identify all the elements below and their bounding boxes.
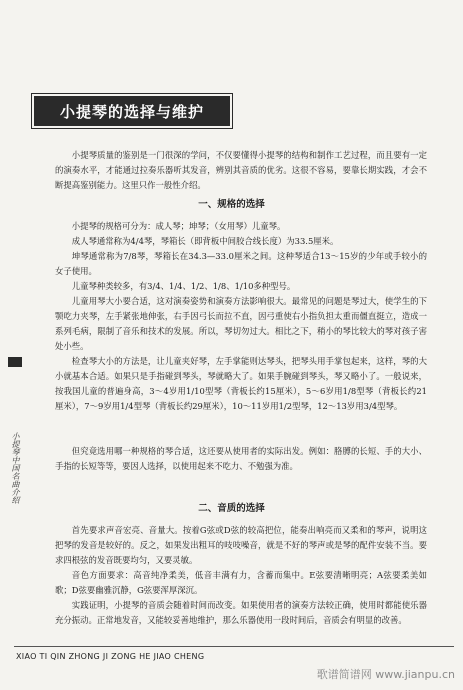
section-heading-size: 一、规格的选择	[198, 199, 265, 210]
paragraph: 检查琴大小的方法是，让儿童夹好琴，左手掌能则达琴头，把琴头用手掌包起来，这样，琴的大小就基本合适。如果只是手指碰到琴头，琴就略大了。如果手腕碰到琴头，琴又略小了。一般说来，按我国儿童的普遍身高，3～4岁用1/10型琴（背板长约15厘米），5～6岁用1/8型琴（背板长约21厘米），7～9岁用1/4型琴（背板长约29厘米），10～11岁用1/2型琴，12～13岁用3/4型琴。	[55, 356, 427, 411]
paragraph: 小提琴的规格可分为：成人琴；坤琴；（女用琴）儿童琴。	[71, 221, 286, 231]
paragraph: 坤琴通常称为7/8琴，琴箱长在34.3—33.0厘米之间。这种琴适合13～15岁的少年或手较小的女子使用。	[55, 251, 427, 276]
paragraph: 音色方面要求：高音纯净柔美，低音丰满有力，含蓄而集中。E弦要清晰明亮；A弦要柔美如歌；D弦要幽雅沉静，G弦要浑厚深沉。	[55, 570, 427, 595]
paragraph: 但究竟选用哪一种规格的琴合适，这还要从使用者的实际出发。例如：胳膊的长短、手的大小、手指的长短等等，要因人选择，以使用起来不吃力、不勉强为准。	[55, 446, 427, 471]
paragraph: 成人琴通常称为4/4琴，琴箱长（即背板中间胶合线长度）为33.5厘米。	[71, 236, 339, 246]
paragraph: 首先要求声音宏亮、音量大。按着G弦或D弦的较高把位，能奏出响亮而又柔和的琴声，说明这把琴的发音是较好的。反之，如果发出粗耳的吱吱噪音，就是不好的琴声或是琴的配件安装不当。要求四根弦的发音既要均匀，又要灵敏。	[55, 525, 427, 565]
side-running-title: 小提琴中国名曲介绍	[11, 432, 20, 504]
intro-paragraph: 小提琴质量的鉴别是一门很深的学问，不仅要懂得小提琴的结构和制作工艺过程，而且要有一定的演奏水平，才能通过拉奏乐器听其发音，辨别其音质的优劣。这很不容易，要靠长期实践，才会不断提高鉴别能力。这里只作一般性介绍。	[55, 150, 427, 190]
section-heading-tone: 二、音质的选择	[198, 503, 265, 514]
footer-running-title: XIAO TI QIN ZHONG JI ZONG HE JIAO CHENG	[16, 652, 205, 661]
watermark: 歌谱简谱网 www.jianpu.cn	[316, 668, 455, 681]
paragraph: 儿童琴种类较多，有3/4、1/4、1/2、1/8、1/10多种型号。	[71, 281, 296, 291]
paragraph: 实践证明，小提琴的音质会随着时间而改变。如果使用者的演奏方法较正确，使用时都能使乐器充分振动。正常地发音，又能较妥善地维护，那么乐器使用一段时间后，音质会有明显的改善。	[55, 600, 427, 625]
chapter-title-banner	[34, 96, 230, 126]
side-marker	[8, 357, 22, 367]
footer-rule	[14, 646, 454, 647]
chapter-title: 小提琴的选择与维护	[59, 103, 204, 121]
paragraph: 儿童用琴大小要合适，这对演奏姿势和演奏方法影响很大。最常见的问题是琴过大，使学生的下颚吃力夹琴，左手紧张地伸张，右手因弓长而拉不直，因弓重使右小指负担太重而僵直挺立，造成一系列毛病，限制了音乐和技术的发展。所以，琴切勿过大。相比之下，稍小的琴比较大的琴对孩子害处小些。	[55, 296, 427, 351]
